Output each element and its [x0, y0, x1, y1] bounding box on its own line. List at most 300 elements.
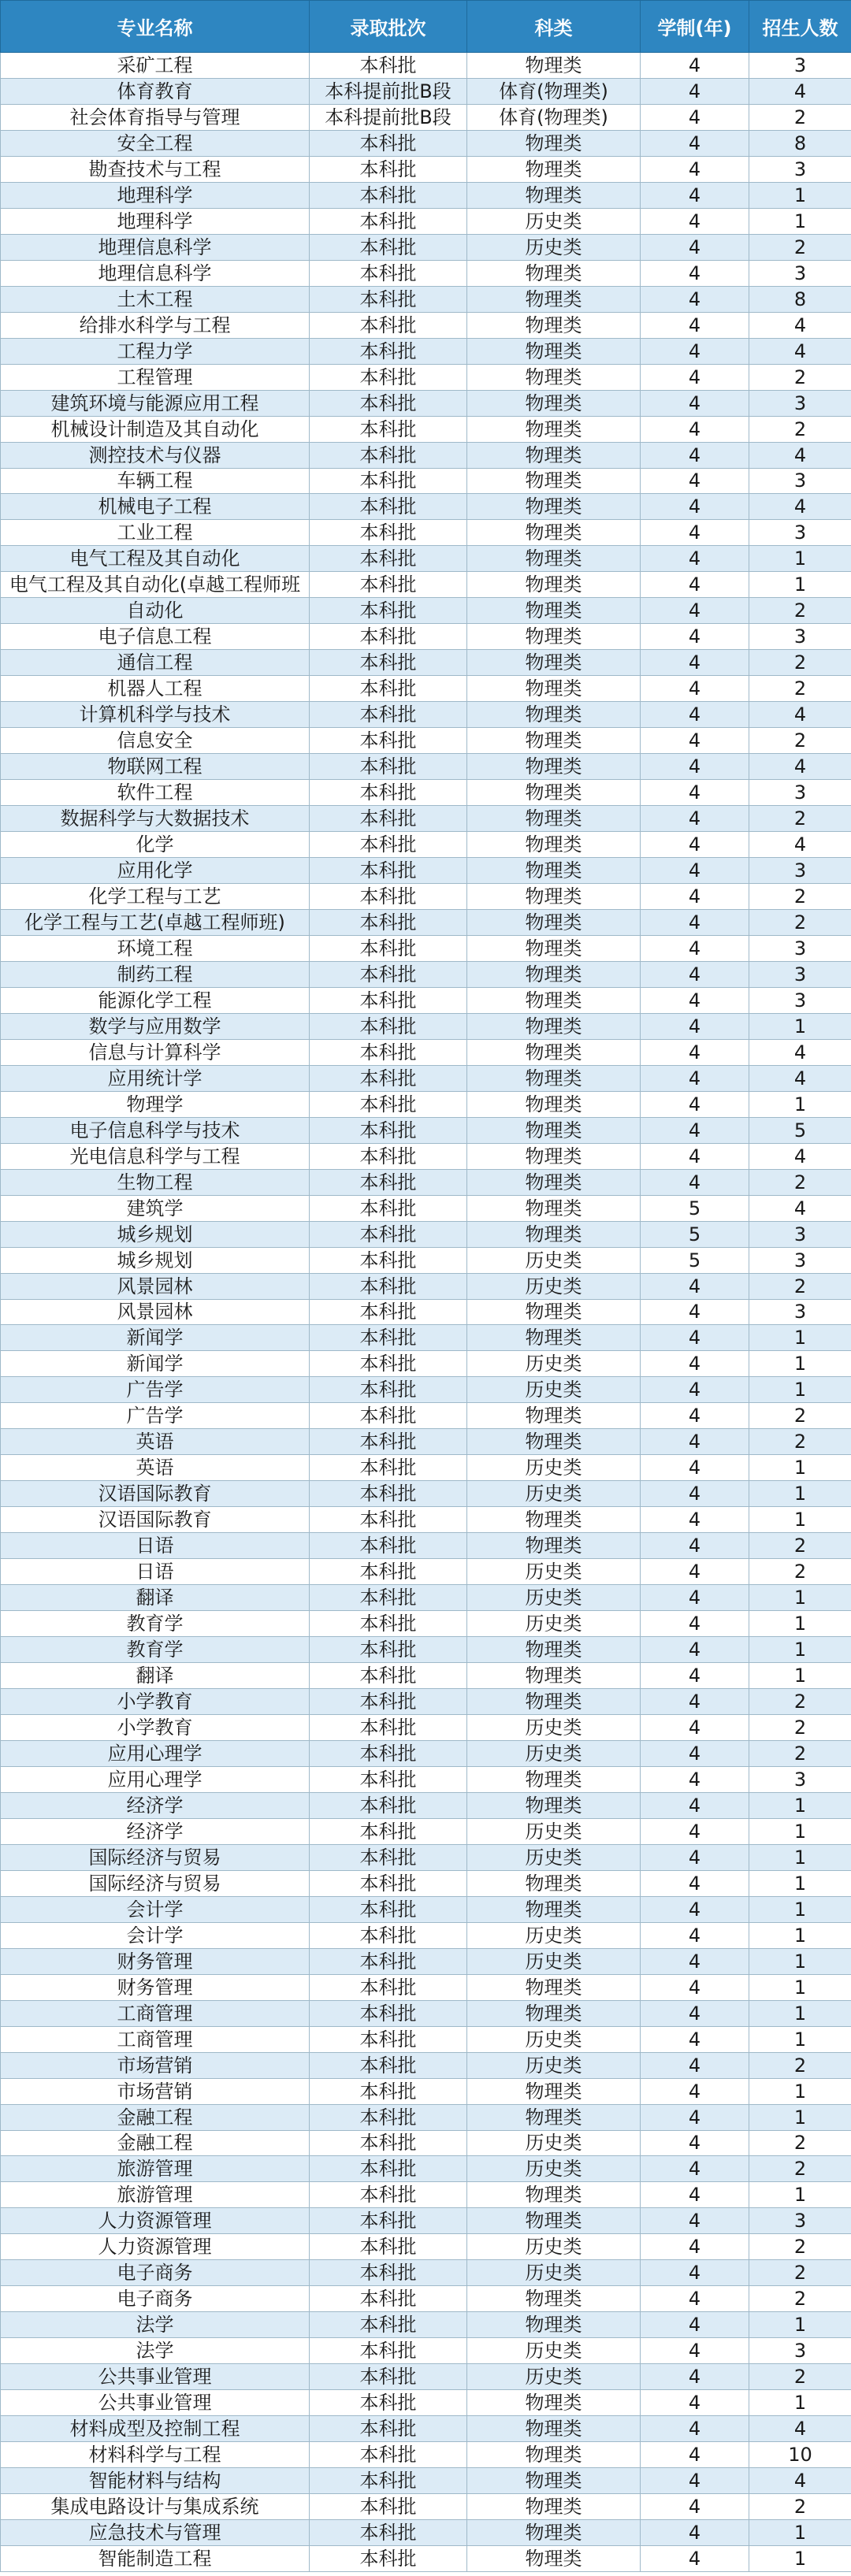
- table-row: [1, 182, 851, 208]
- cell-major-name: 地理科学: [1, 182, 310, 208]
- cell-subject-category: 物理类: [467, 2442, 641, 2468]
- cell-duration-years: 4: [641, 1896, 749, 1922]
- cell-admission-batch: 本科批: [310, 260, 467, 286]
- cell-enrollment-count: 1: [749, 1585, 851, 1611]
- cell-duration-years: 4: [641, 1507, 749, 1533]
- cell-duration-years: 4: [641, 1091, 749, 1117]
- table-row: [1, 2442, 851, 2468]
- cell-duration-years: 4: [641, 1455, 749, 1481]
- cell-subject-category: 物理类: [467, 156, 641, 182]
- cell-major-name: 工业工程: [1, 520, 310, 546]
- cell-duration-years: 4: [641, 520, 749, 546]
- cell-subject-category: 物理类: [467, 2208, 641, 2234]
- cell-duration-years: 4: [641, 1013, 749, 1039]
- cell-major-name: 旅游管理: [1, 2182, 310, 2208]
- cell-admission-batch: 本科批: [310, 598, 467, 624]
- cell-duration-years: 4: [641, 1715, 749, 1741]
- cell-admission-batch: 本科批: [310, 1403, 467, 1429]
- cell-admission-batch: 本科批: [310, 546, 467, 572]
- table-row: [1, 53, 851, 79]
- table-row: [1, 1455, 851, 1481]
- cell-duration-years: 4: [641, 2468, 749, 2494]
- cell-subject-category: 物理类: [467, 832, 641, 858]
- cell-enrollment-count: 2: [749, 1169, 851, 1195]
- cell-subject-category: 物理类: [467, 312, 641, 338]
- cell-major-name: 国际经济与贸易: [1, 1870, 310, 1896]
- cell-duration-years: 4: [641, 2052, 749, 2078]
- cell-major-name: 应急技术与管理: [1, 2520, 310, 2546]
- cell-enrollment-count: 3: [749, 961, 851, 987]
- cell-subject-category: 历史类: [467, 1611, 641, 1637]
- cell-major-name: 公共事业管理: [1, 2364, 310, 2390]
- cell-major-name: 工商管理: [1, 2000, 310, 2026]
- cell-subject-category: 物理类: [467, 2078, 641, 2104]
- cell-enrollment-count: 3: [749, 1221, 851, 1247]
- cell-enrollment-count: 1: [749, 1507, 851, 1533]
- cell-enrollment-count: 4: [749, 702, 851, 728]
- cell-duration-years: 4: [641, 1403, 749, 1429]
- table-row: [1, 234, 851, 260]
- cell-enrollment-count: 1: [749, 1325, 851, 1351]
- table-row: [1, 1221, 851, 1247]
- cell-major-name: 建筑学: [1, 1195, 310, 1221]
- cell-enrollment-count: 10: [749, 2442, 851, 2468]
- cell-enrollment-count: 1: [749, 2104, 851, 2130]
- cell-duration-years: 4: [641, 442, 749, 468]
- cell-duration-years: 4: [641, 2156, 749, 2182]
- cell-enrollment-count: 1: [749, 1896, 851, 1922]
- cell-admission-batch: 本科批: [310, 676, 467, 702]
- table-row: [1, 1766, 851, 1792]
- cell-enrollment-count: 1: [749, 546, 851, 572]
- cell-subject-category: 物理类: [467, 2520, 641, 2546]
- cell-duration-years: 4: [641, 2520, 749, 2546]
- cell-major-name: 翻译: [1, 1663, 310, 1689]
- table-row: [1, 2494, 851, 2520]
- cell-enrollment-count: 1: [749, 1091, 851, 1117]
- cell-subject-category: 历史类: [467, 2156, 641, 2182]
- cell-duration-years: 4: [641, 338, 749, 364]
- table-row: [1, 1533, 851, 1559]
- cell-admission-batch: 本科批: [310, 1715, 467, 1741]
- cell-subject-category: 物理类: [467, 987, 641, 1013]
- cell-admission-batch: 本科批: [310, 728, 467, 754]
- cell-enrollment-count: 2: [749, 1403, 851, 1429]
- cell-enrollment-count: 1: [749, 2182, 851, 2208]
- cell-enrollment-count: 2: [749, 1740, 851, 1766]
- cell-major-name: 公共事业管理: [1, 2390, 310, 2416]
- cell-duration-years: 4: [641, 728, 749, 754]
- cell-major-name: 小学教育: [1, 1689, 310, 1715]
- cell-admission-batch: 本科批: [310, 1766, 467, 1792]
- cell-enrollment-count: 3: [749, 260, 851, 286]
- cell-enrollment-count: 2: [749, 728, 851, 754]
- cell-major-name: 电子商务: [1, 2286, 310, 2312]
- table-row: [1, 1974, 851, 2000]
- cell-enrollment-count: 3: [749, 780, 851, 806]
- cell-enrollment-count: 3: [749, 1299, 851, 1325]
- cell-major-name: 智能制造工程: [1, 2546, 310, 2572]
- cell-admission-batch: 本科批: [310, 2260, 467, 2286]
- cell-admission-batch: 本科批: [310, 2156, 467, 2182]
- table-row: [1, 104, 851, 130]
- cell-admission-batch: 本科批: [310, 1325, 467, 1351]
- cell-duration-years: 4: [641, 2546, 749, 2572]
- cell-duration-years: 4: [641, 572, 749, 598]
- table-row: [1, 2078, 851, 2104]
- cell-duration-years: 4: [641, 884, 749, 910]
- cell-subject-category: 物理类: [467, 858, 641, 884]
- cell-major-name: 化学工程与工艺(卓越工程师班): [1, 909, 310, 935]
- cell-admission-batch: 本科批: [310, 1065, 467, 1091]
- cell-subject-category: 历史类: [467, 1377, 641, 1403]
- cell-admission-batch: 本科批: [310, 858, 467, 884]
- cell-duration-years: 4: [641, 702, 749, 728]
- cell-admission-batch: 本科批: [310, 1896, 467, 1922]
- cell-admission-batch: 本科批: [310, 364, 467, 390]
- table-row: [1, 2104, 851, 2130]
- cell-subject-category: 物理类: [467, 780, 641, 806]
- table-row: [1, 208, 851, 234]
- table-row: [1, 1403, 851, 1429]
- cell-admission-batch: 本科批: [310, 1351, 467, 1377]
- table-row: [1, 598, 851, 624]
- cell-major-name: 城乡规划: [1, 1221, 310, 1247]
- cell-duration-years: 4: [641, 1948, 749, 1974]
- cell-admission-batch: 本科批: [310, 1611, 467, 1637]
- cell-major-name: 小学教育: [1, 1715, 310, 1741]
- cell-major-name: 智能材料与结构: [1, 2468, 310, 2494]
- cell-duration-years: 4: [641, 2208, 749, 2234]
- table-row: [1, 2390, 851, 2416]
- cell-subject-category: 物理类: [467, 442, 641, 468]
- cell-admission-batch: 本科批: [310, 2000, 467, 2026]
- cell-enrollment-count: 2: [749, 806, 851, 832]
- table-row: [1, 1351, 851, 1377]
- cell-subject-category: 物理类: [467, 130, 641, 156]
- cell-subject-category: 物理类: [467, 1013, 641, 1039]
- cell-major-name: 集成电路设计与集成系统: [1, 2494, 310, 2520]
- cell-admission-batch: 本科批: [310, 208, 467, 234]
- cell-duration-years: 4: [641, 1169, 749, 1195]
- cell-admission-batch: 本科批: [310, 2390, 467, 2416]
- cell-admission-batch: 本科批: [310, 1273, 467, 1299]
- cell-enrollment-count: 1: [749, 1455, 851, 1481]
- table-row: [1, 1922, 851, 1948]
- cell-admission-batch: 本科批: [310, 1221, 467, 1247]
- cell-enrollment-count: 1: [749, 2078, 851, 2104]
- cell-major-name: 新闻学: [1, 1325, 310, 1351]
- cell-subject-category: 历史类: [467, 1948, 641, 1974]
- cell-admission-batch: 本科批: [310, 1039, 467, 1065]
- cell-subject-category: 物理类: [467, 338, 641, 364]
- cell-major-name: 英语: [1, 1429, 310, 1455]
- table-row: [1, 624, 851, 650]
- cell-enrollment-count: 2: [749, 1273, 851, 1299]
- cell-major-name: 日语: [1, 1559, 310, 1585]
- table-row: [1, 1740, 851, 1766]
- table-row: [1, 2520, 851, 2546]
- cell-subject-category: 物理类: [467, 2546, 641, 2572]
- cell-admission-batch: 本科批: [310, 182, 467, 208]
- cell-admission-batch: 本科批: [310, 884, 467, 910]
- cell-admission-batch: 本科批: [310, 2208, 467, 2234]
- cell-major-name: 工程管理: [1, 364, 310, 390]
- cell-duration-years: 4: [641, 1844, 749, 1870]
- cell-enrollment-count: 2: [749, 2494, 851, 2520]
- table-row: [1, 520, 851, 546]
- table-row: [1, 1013, 851, 1039]
- cell-admission-batch: 本科批: [310, 2026, 467, 2052]
- cell-subject-category: 物理类: [467, 572, 641, 598]
- cell-major-name: 环境工程: [1, 935, 310, 961]
- cell-admission-batch: 本科批: [310, 1663, 467, 1689]
- cell-subject-category: 物理类: [467, 1091, 641, 1117]
- table-row: [1, 494, 851, 520]
- cell-major-name: 机器人工程: [1, 676, 310, 702]
- cell-admission-batch: 本科批: [310, 494, 467, 520]
- cell-major-name: 自动化: [1, 598, 310, 624]
- cell-admission-batch: 本科批: [310, 2338, 467, 2364]
- cell-duration-years: 4: [641, 2260, 749, 2286]
- cell-major-name: 物联网工程: [1, 754, 310, 780]
- table-row: [1, 2208, 851, 2234]
- cell-major-name: 社会体育指导与管理: [1, 104, 310, 130]
- cell-subject-category: 物理类: [467, 650, 641, 676]
- cell-duration-years: 4: [641, 1974, 749, 2000]
- table-row: [1, 546, 851, 572]
- cell-subject-category: 物理类: [467, 754, 641, 780]
- header-duration-years: 学制(年): [641, 1, 749, 53]
- cell-duration-years: 4: [641, 390, 749, 416]
- cell-major-name: 能源化学工程: [1, 987, 310, 1013]
- cell-admission-batch: 本科批: [310, 2468, 467, 2494]
- cell-admission-batch: 本科批: [310, 338, 467, 364]
- table-row: [1, 390, 851, 416]
- cell-subject-category: 物理类: [467, 520, 641, 546]
- cell-major-name: 化学: [1, 832, 310, 858]
- cell-enrollment-count: 3: [749, 624, 851, 650]
- cell-enrollment-count: 3: [749, 156, 851, 182]
- cell-major-name: 材料成型及控制工程: [1, 2416, 310, 2442]
- cell-subject-category: 历史类: [467, 1585, 641, 1611]
- cell-subject-category: 物理类: [467, 2000, 641, 2026]
- cell-admission-batch: 本科批: [310, 1169, 467, 1195]
- cell-enrollment-count: 2: [749, 2052, 851, 2078]
- cell-enrollment-count: 3: [749, 2208, 851, 2234]
- cell-enrollment-count: 2: [749, 234, 851, 260]
- table-row: [1, 442, 851, 468]
- cell-subject-category: 物理类: [467, 1195, 641, 1221]
- cell-major-name: 数学与应用数学: [1, 1013, 310, 1039]
- table-row: [1, 2468, 851, 2494]
- cell-admission-batch: 本科批: [310, 650, 467, 676]
- table-row: [1, 2260, 851, 2286]
- cell-major-name: 新闻学: [1, 1351, 310, 1377]
- cell-subject-category: 历史类: [467, 2234, 641, 2260]
- cell-enrollment-count: 2: [749, 884, 851, 910]
- cell-admission-batch: 本科批: [310, 442, 467, 468]
- cell-subject-category: 物理类: [467, 728, 641, 754]
- cell-subject-category: 物理类: [467, 2182, 641, 2208]
- cell-duration-years: 4: [641, 2364, 749, 2390]
- cell-enrollment-count: 2: [749, 2156, 851, 2182]
- cell-admission-batch: 本科批: [310, 806, 467, 832]
- table-row: [1, 572, 851, 598]
- cell-duration-years: 4: [641, 1533, 749, 1559]
- cell-duration-years: 4: [641, 1143, 749, 1169]
- cell-major-name: 机械设计制造及其自动化: [1, 416, 310, 442]
- cell-subject-category: 物理类: [467, 2468, 641, 2494]
- cell-enrollment-count: 4: [749, 1143, 851, 1169]
- table-row: [1, 1039, 851, 1065]
- cell-subject-category: 物理类: [467, 1507, 641, 1533]
- cell-enrollment-count: 2: [749, 2130, 851, 2156]
- cell-duration-years: 4: [641, 2130, 749, 2156]
- table-row: [1, 2130, 851, 2156]
- cell-major-name: 地理科学: [1, 208, 310, 234]
- cell-major-name: 给排水科学与工程: [1, 312, 310, 338]
- cell-admission-batch: 本科批: [310, 468, 467, 494]
- cell-duration-years: 4: [641, 780, 749, 806]
- cell-admission-batch: 本科批: [310, 1091, 467, 1117]
- cell-duration-years: 4: [641, 2182, 749, 2208]
- cell-admission-batch: 本科批: [310, 1481, 467, 1507]
- cell-admission-batch: 本科批: [310, 130, 467, 156]
- cell-major-name: 信息与计算科学: [1, 1039, 310, 1065]
- cell-subject-category: 物理类: [467, 2390, 641, 2416]
- cell-major-name: 光电信息科学与工程: [1, 1143, 310, 1169]
- cell-duration-years: 4: [641, 754, 749, 780]
- cell-major-name: 翻译: [1, 1585, 310, 1611]
- cell-admission-batch: 本科批: [310, 2104, 467, 2130]
- cell-duration-years: 4: [641, 1922, 749, 1948]
- cell-enrollment-count: 4: [749, 1039, 851, 1065]
- table-row: [1, 1195, 851, 1221]
- table-row: [1, 2026, 851, 2052]
- table-row: [1, 935, 851, 961]
- cell-duration-years: 4: [641, 2494, 749, 2520]
- cell-duration-years: 4: [641, 312, 749, 338]
- cell-major-name: 地理信息科学: [1, 234, 310, 260]
- cell-admission-batch: 本科批: [310, 1455, 467, 1481]
- cell-admission-batch: 本科批: [310, 2494, 467, 2520]
- cell-admission-batch: 本科批: [310, 416, 467, 442]
- cell-enrollment-count: 3: [749, 858, 851, 884]
- cell-subject-category: 物理类: [467, 1117, 641, 1143]
- table-row: [1, 2234, 851, 2260]
- cell-duration-years: 4: [641, 1481, 749, 1507]
- cell-subject-category: 物理类: [467, 390, 641, 416]
- table-header-row: [1, 1, 851, 53]
- cell-major-name: 体育教育: [1, 78, 310, 104]
- table-row: [1, 2416, 851, 2442]
- cell-subject-category: 物理类: [467, 2104, 641, 2130]
- cell-subject-category: 历史类: [467, 1818, 641, 1844]
- cell-admission-batch: 本科批: [310, 286, 467, 312]
- cell-duration-years: 4: [641, 650, 749, 676]
- cell-subject-category: 历史类: [467, 234, 641, 260]
- cell-enrollment-count: 4: [749, 1065, 851, 1091]
- cell-enrollment-count: 1: [749, 1818, 851, 1844]
- cell-subject-category: 物理类: [467, 1169, 641, 1195]
- cell-admission-batch: 本科批: [310, 2442, 467, 2468]
- cell-subject-category: 物理类: [467, 961, 641, 987]
- cell-duration-years: 4: [641, 1818, 749, 1844]
- cell-duration-years: 4: [641, 364, 749, 390]
- cell-duration-years: 4: [641, 53, 749, 79]
- cell-major-name: 生物工程: [1, 1169, 310, 1195]
- cell-enrollment-count: 2: [749, 676, 851, 702]
- cell-enrollment-count: 4: [749, 2416, 851, 2442]
- cell-subject-category: 物理类: [467, 2286, 641, 2312]
- cell-admission-batch: 本科批: [310, 156, 467, 182]
- cell-duration-years: 4: [641, 208, 749, 234]
- cell-subject-category: 物理类: [467, 286, 641, 312]
- cell-duration-years: 4: [641, 1611, 749, 1637]
- cell-duration-years: 4: [641, 1039, 749, 1065]
- cell-enrollment-count: 4: [749, 312, 851, 338]
- cell-duration-years: 4: [641, 1559, 749, 1585]
- cell-enrollment-count: 4: [749, 78, 851, 104]
- cell-major-name: 计算机科学与技术: [1, 702, 310, 728]
- cell-subject-category: 物理类: [467, 1870, 641, 1896]
- cell-major-name: 土木工程: [1, 286, 310, 312]
- cell-major-name: 数据科学与大数据技术: [1, 806, 310, 832]
- cell-admission-batch: 本科批: [310, 1818, 467, 1844]
- cell-admission-batch: 本科批: [310, 1299, 467, 1325]
- cell-duration-years: 4: [641, 935, 749, 961]
- cell-admission-batch: 本科批: [310, 2416, 467, 2442]
- cell-enrollment-count: 1: [749, 2312, 851, 2338]
- cell-duration-years: 4: [641, 1689, 749, 1715]
- cell-subject-category: 历史类: [467, 2364, 641, 2390]
- cell-subject-category: 物理类: [467, 909, 641, 935]
- table-row: [1, 1689, 851, 1715]
- cell-enrollment-count: 1: [749, 1663, 851, 1689]
- cell-subject-category: 物理类: [467, 260, 641, 286]
- cell-major-name: 日语: [1, 1533, 310, 1559]
- cell-duration-years: 4: [641, 2312, 749, 2338]
- cell-admission-batch: 本科批: [310, 832, 467, 858]
- table-row: [1, 364, 851, 390]
- cell-subject-category: 物理类: [467, 702, 641, 728]
- table-row: [1, 2182, 851, 2208]
- cell-duration-years: 4: [641, 494, 749, 520]
- cell-subject-category: 物理类: [467, 806, 641, 832]
- table-row: [1, 2000, 851, 2026]
- table-row: [1, 78, 851, 104]
- cell-enrollment-count: 2: [749, 1559, 851, 1585]
- cell-major-name: 法学: [1, 2338, 310, 2364]
- cell-duration-years: 4: [641, 156, 749, 182]
- cell-subject-category: 历史类: [467, 1922, 641, 1948]
- cell-subject-category: 物理类: [467, 364, 641, 390]
- cell-major-name: 材料科学与工程: [1, 2442, 310, 2468]
- cell-subject-category: 历史类: [467, 2130, 641, 2156]
- cell-admission-batch: 本科批: [310, 1117, 467, 1143]
- table-row: [1, 961, 851, 987]
- cell-subject-category: 物理类: [467, 1663, 641, 1689]
- cell-major-name: 机械电子工程: [1, 494, 310, 520]
- cell-subject-category: 物理类: [467, 676, 641, 702]
- cell-admission-batch: 本科批: [310, 1792, 467, 1818]
- cell-major-name: 汉语国际教育: [1, 1481, 310, 1507]
- cell-enrollment-count: 1: [749, 2026, 851, 2052]
- cell-admission-batch: 本科批: [310, 935, 467, 961]
- cell-subject-category: 物理类: [467, 546, 641, 572]
- table-row: [1, 1377, 851, 1403]
